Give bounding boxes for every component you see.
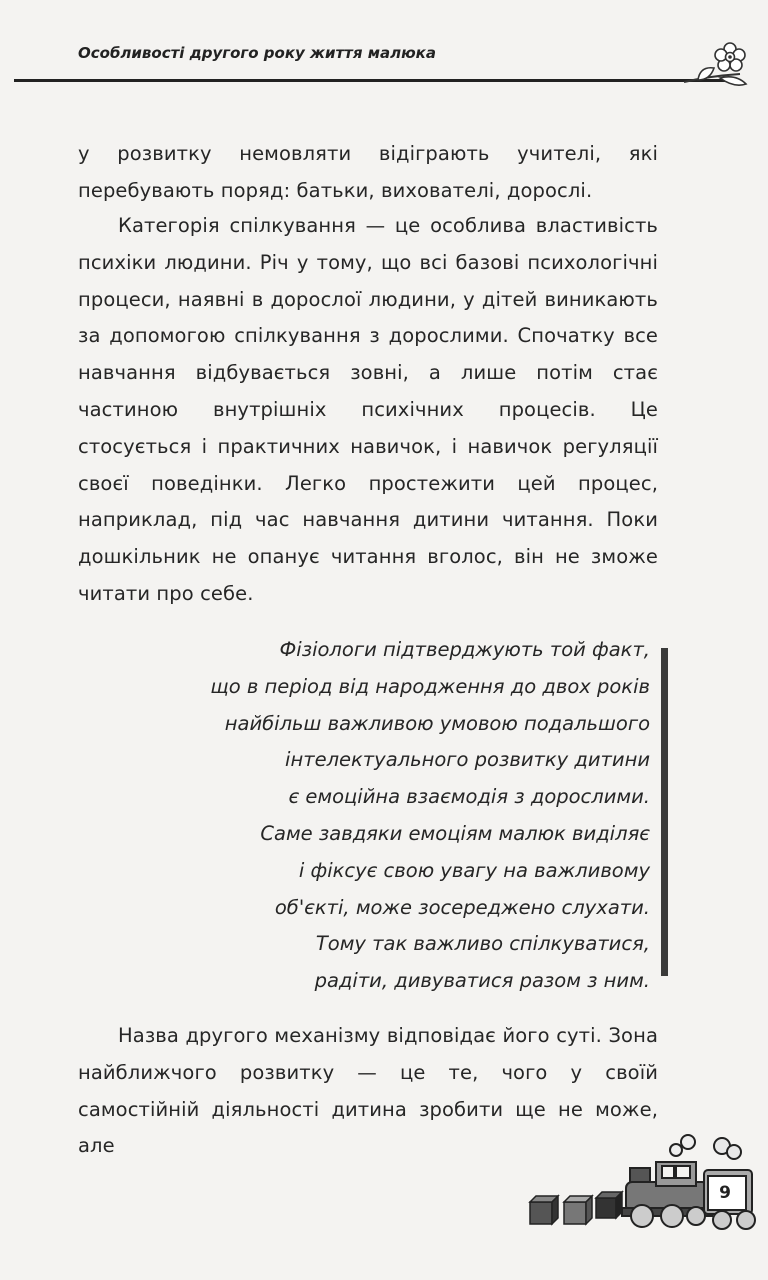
quote-line: Тому так важливо спілкуватися, <box>315 932 650 956</box>
quote-line: і фіксує свою увагу на важливому <box>298 858 650 882</box>
paragraph-zone: Назва другого механізму відповідає його суті. Зона найближчого розвитку — це те, чого у своїй самостійній діяльності дитина зробити ще не може, але <box>78 1024 658 1158</box>
paragraph-intro: у розвитку немовляти відіграють учителі, які перебувають поряд: батьки, вихователі, дорослі. <box>78 142 658 202</box>
quote-line: об'єкті, може зосереджено слухати. <box>274 895 650 919</box>
running-header <box>0 0 768 100</box>
page-number: 9 <box>719 1183 731 1203</box>
flower-icon <box>680 40 752 94</box>
quote-line: Саме завдяки емоціям малюк виділяє <box>260 821 650 845</box>
running-header-title: Особливості другого року життя малюка <box>78 44 436 62</box>
toy-block-icon <box>564 1196 592 1224</box>
paragraph-communication: Категорія спілкування — це особлива властивість психіки людини. Річ у тому, що всі базові психологічні процеси, наявні в дорослої людини, у дітей виникають за допомогою спілкування з дорослими. Спочатку все навчання відбувається зовні, а лише потім стає частиною внутрішніх психічних процесів. Це стосується і практичних навичок, і навичок регуляції своєї поведінки. Легко простежити цей процес, наприклад, під час навчання дитини читання. Поки дошкільник не опанує читання вголос, він не зможе читати про себе. <box>78 214 658 605</box>
quote-line: Фізіологи підтверджують той факт, <box>279 638 650 661</box>
quote-line: інтелектуального розвитку дитини <box>285 748 650 772</box>
quote-line: є емоційна взаємодія з дорослими. <box>288 785 650 809</box>
pull-quote <box>190 632 650 1000</box>
header-rule <box>14 79 730 82</box>
quote-line: що в період від народження до двох років <box>210 674 650 698</box>
quote-bar <box>661 648 668 976</box>
toy-block-icon <box>530 1196 558 1224</box>
quote-line: найбільш важливою умовою подальшого <box>224 711 650 735</box>
toy-block-icon <box>596 1192 622 1218</box>
quote-line: радіти, дивуватися разом з ним. <box>314 969 650 993</box>
